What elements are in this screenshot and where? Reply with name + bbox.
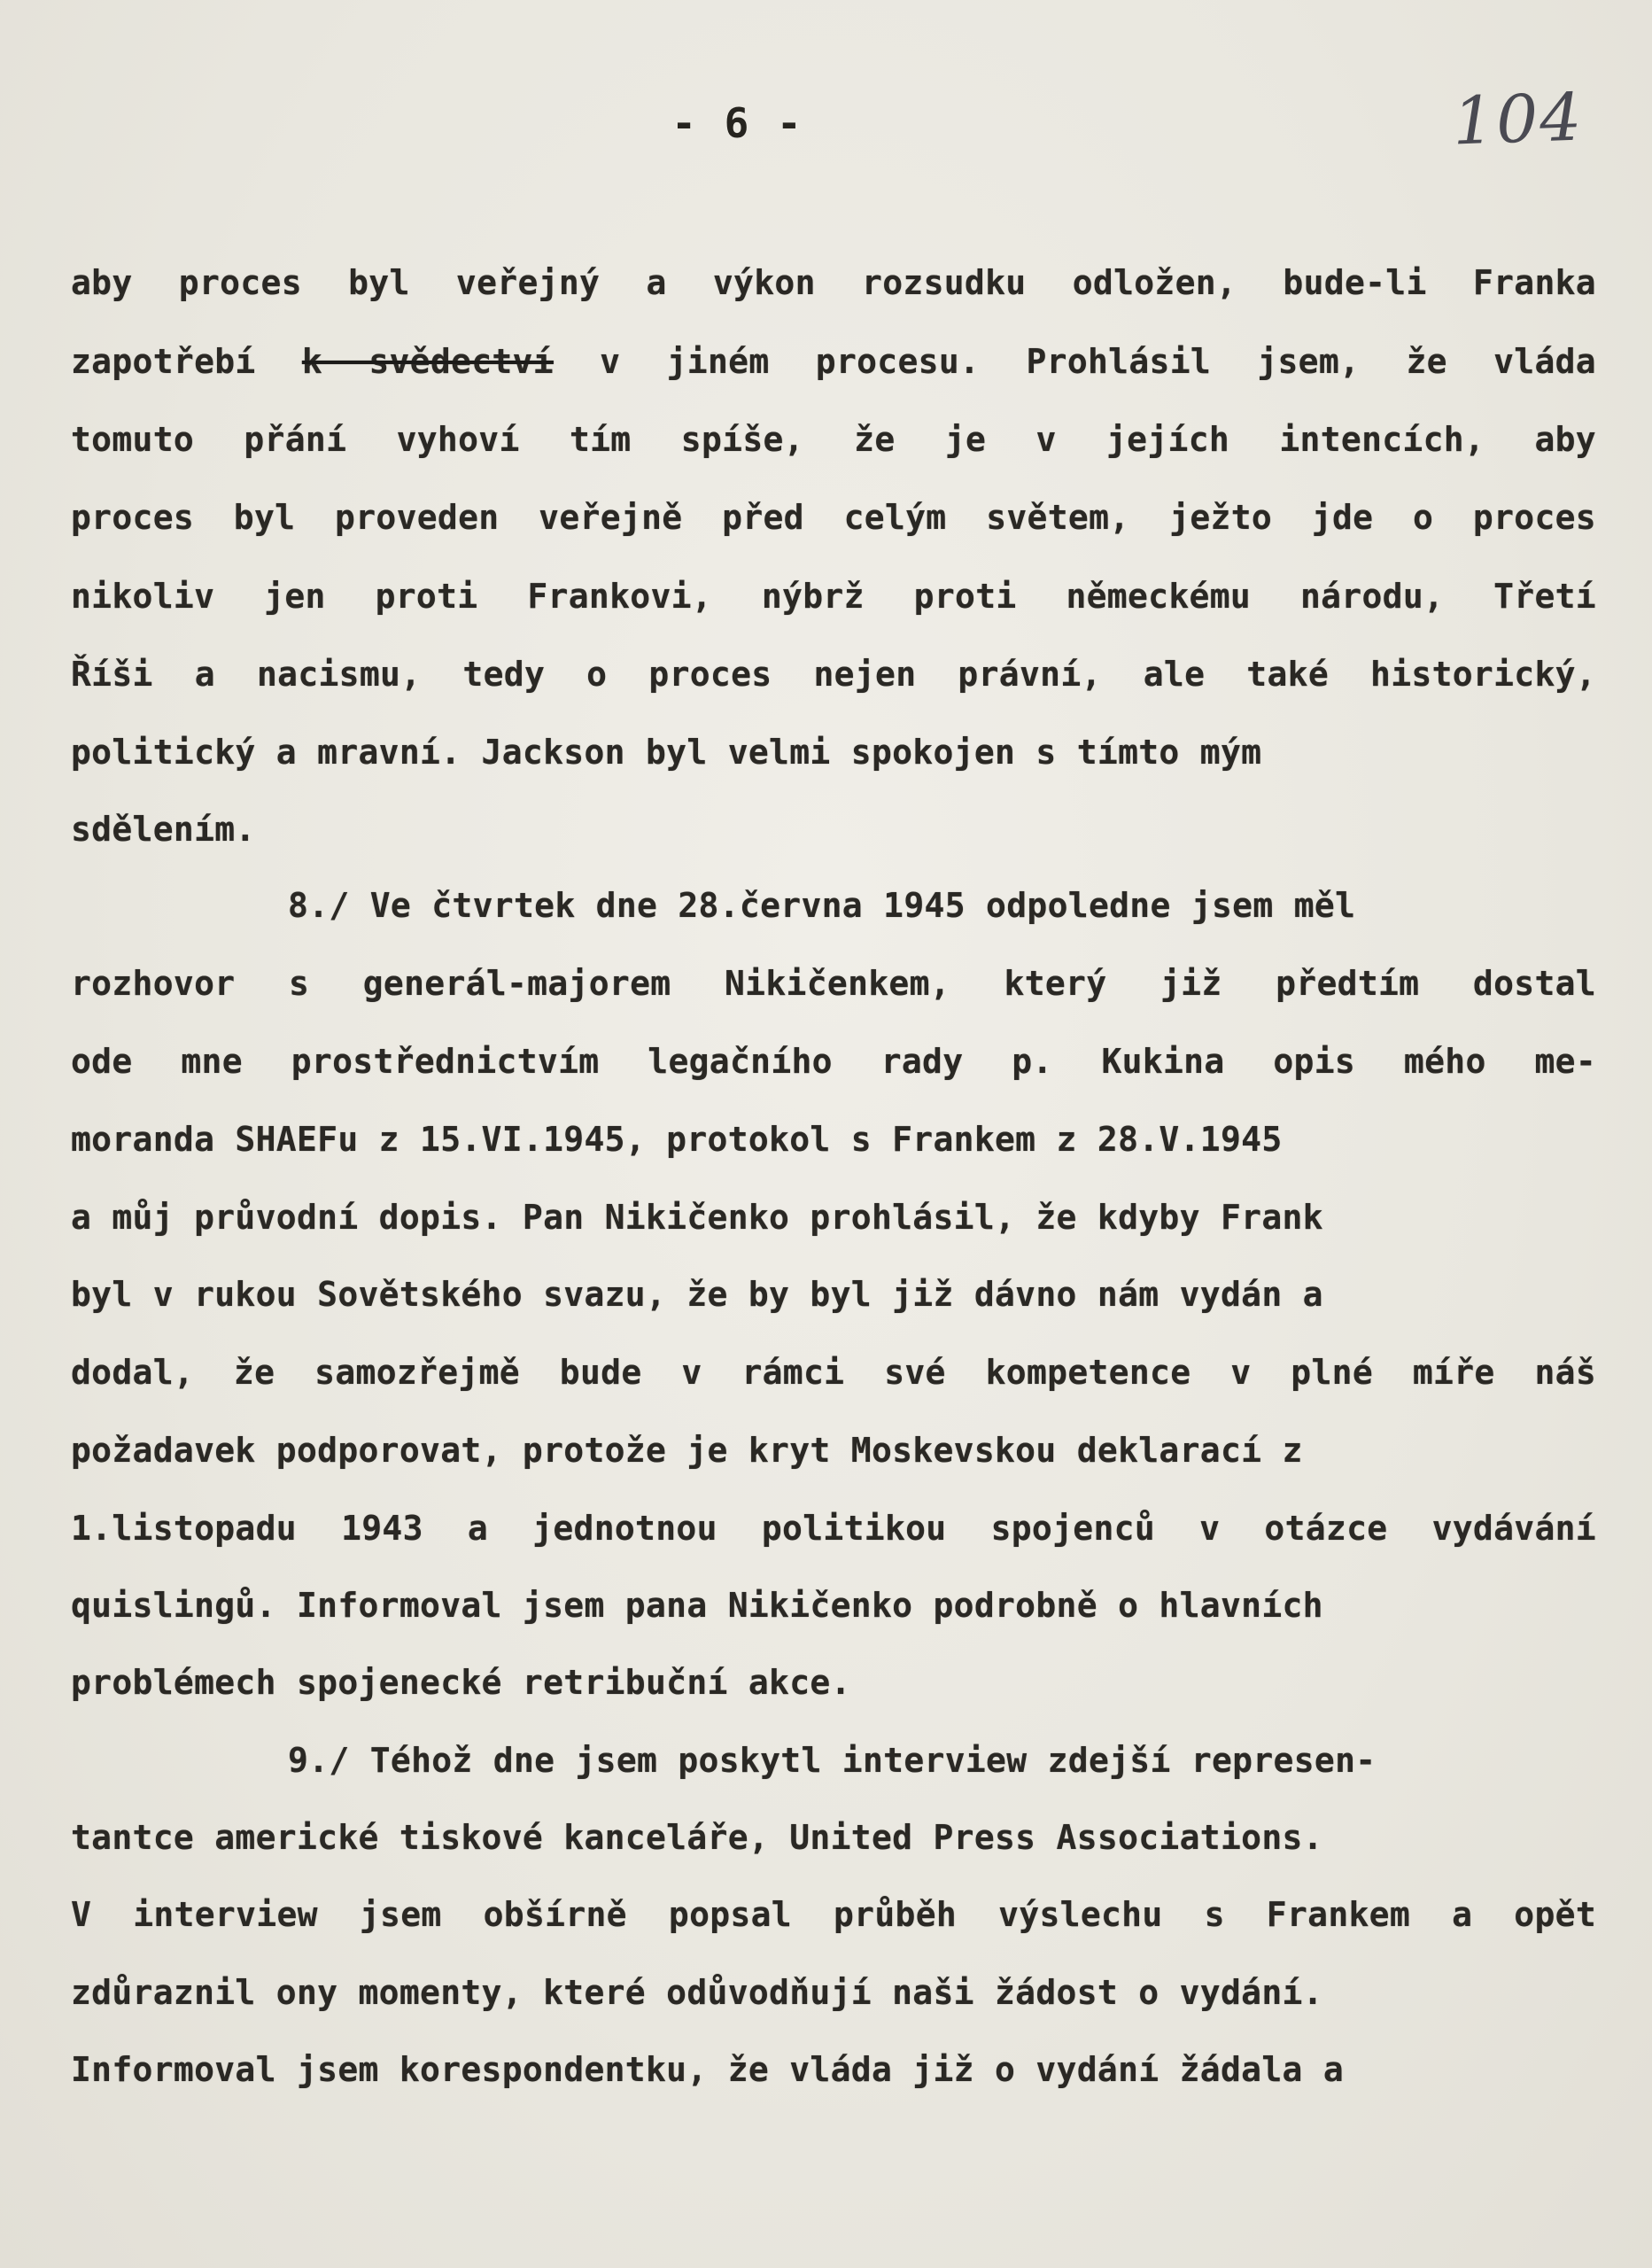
text-line: tomuto přání vyhoví tím spíše, že je v jejích intencích, aby <box>71 420 1596 459</box>
text-line: požadavek podporovat, protože je kryt Moskevskou deklarací z <box>71 1431 1303 1470</box>
text-line <box>71 335 1596 388</box>
text-line: sdělením. <box>71 810 256 849</box>
text-line: dodal, že samozřejmě bude v rámci své kompetence v plné míře náš <box>71 1353 1596 1392</box>
text-line: Říši a nacismu, tedy o proces nejen právní, ale také historický, <box>71 655 1596 694</box>
text-line: proces byl proveden veřejně před celým světem, ježto jde o proces <box>71 498 1596 537</box>
page-number: - 6 - <box>671 99 803 147</box>
text-line: rozhovor s generál-majorem Nikičenkem, který již předtím dostal <box>71 964 1596 1003</box>
text-segment: v jiném procesu. Prohlásil jsem, že vláda <box>553 342 1596 381</box>
text-line: tantce americké tiskové kanceláře, United Press Associations. <box>71 1818 1323 1857</box>
text-line: 8./ Ve čtvrtek dne 28.června 1945 odpoledne jsem měl <box>288 886 1356 925</box>
text-line: a můj průvodní dopis. Pan Nikičenko prohlásil, že kdyby Frank <box>71 1198 1323 1237</box>
text-line: moranda SHAEFu z 15.VI.1945, protokol s Frankem z 28.V.1945 <box>71 1120 1283 1159</box>
text-line: quislingů. Informoval jsem pana Nikičenko podrobně o hlavních <box>71 1586 1323 1625</box>
text-line: 9./ Téhož dne jsem poskytl interview zdejší represen- <box>288 1741 1377 1780</box>
text-line: ode mne prostřednictvím legačního rady p. Kukina opis mého me- <box>71 1042 1596 1081</box>
text-line: zdůraznil ony momenty, které odůvodňují naši žádost o vydání. <box>71 1973 1323 2012</box>
handwritten-archive-number: 104 <box>1451 79 1585 160</box>
text-line: 1.listopadu 1943 a jednotnou politikou spojenců v otázce vydávání <box>71 1509 1596 1548</box>
text-line: nikoliv jen proti Frankovi, nýbrž proti německému národu, Třetí <box>71 577 1596 616</box>
text-segment: zapotřebí <box>71 342 302 381</box>
text-line: V interview jsem obšírně popsal průběh výslechu s Frankem a opět <box>71 1895 1596 1934</box>
text-line: aby proces byl veřejný a výkon rozsudku odložen, bude-li Franka <box>71 263 1596 302</box>
text-line: politický a mravní. Jackson byl velmi spokojen s tímto mým <box>71 733 1262 772</box>
struck-text: k svědectví <box>301 342 554 381</box>
text-line: problémech spojenecké retribuční akce. <box>71 1663 851 1702</box>
text-line: Informoval jsem korespondentku, že vláda již o vydání žádala a <box>71 2050 1345 2089</box>
text-line: byl v rukou Sovětského svazu, že by byl již dávno nám vydán a <box>71 1275 1323 1314</box>
